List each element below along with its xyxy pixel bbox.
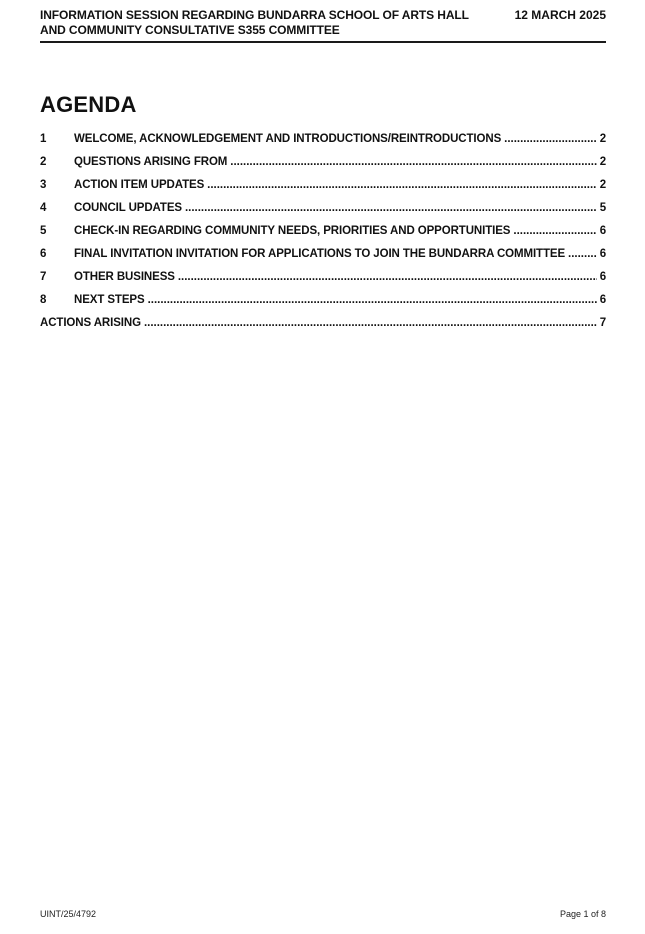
toc-entry-6[interactable]: [40, 248, 606, 271]
toc-dot-leader: [568, 248, 597, 260]
toc-number: 7: [40, 271, 47, 283]
table-of-contents: [40, 133, 606, 340]
header-title: INFORMATION SESSION REGARDING BUNDARRA SCHOOL OF ARTS HALL AND COMMUNITY CONSULTATIVE S355 COMMITTEE: [40, 8, 469, 37]
toc-page-number: 6: [599, 248, 606, 260]
toc-dot-leader: [148, 294, 597, 306]
toc-dot-leader: [207, 179, 597, 191]
toc-entry-3[interactable]: [40, 179, 606, 202]
toc-page-number: 6: [599, 271, 606, 283]
toc-entry-7[interactable]: [40, 271, 606, 294]
toc-number: 5: [40, 225, 47, 237]
toc-title: NEXT STEPS: [74, 294, 145, 306]
toc-page-number: 2: [599, 156, 606, 168]
toc-entry-5[interactable]: [40, 225, 606, 248]
toc-title: CHECK-IN REGARDING COMMUNITY NEEDS, PRIORITIES AND OPPORTUNITIES: [74, 225, 511, 237]
toc-entry-actions-arising[interactable]: [40, 317, 606, 340]
toc-dot-leader: [185, 202, 597, 214]
toc-entry-4[interactable]: [40, 202, 606, 225]
toc-entry-8[interactable]: [40, 294, 606, 317]
toc-page-number: 6: [599, 225, 606, 237]
toc-number: 1: [40, 133, 47, 145]
header-date: 12 MARCH 2025: [514, 8, 606, 22]
toc-dot-leader: [504, 133, 597, 145]
toc-dot-leader: [144, 317, 597, 329]
toc-dot-leader: [178, 271, 597, 283]
toc-title: QUESTIONS ARISING FROM: [74, 156, 228, 168]
toc-page-number: 6: [599, 294, 606, 306]
toc-title: FINAL INVITATION INVITATION FOR APPLICATIONS TO JOIN THE BUNDARRA COMMITTEE: [74, 248, 566, 260]
toc-entry-1[interactable]: [40, 133, 606, 156]
toc-number: 4: [40, 202, 47, 214]
document-reference: UINT/25/4792: [40, 909, 97, 919]
toc-number: 3: [40, 179, 47, 191]
toc-dot-leader: [230, 156, 596, 168]
toc-title: OTHER BUSINESS: [74, 271, 175, 283]
toc-title: ACTIONS ARISING: [40, 317, 141, 329]
toc-page-number: 5: [599, 202, 606, 214]
page-indicator: Page 1 of 8: [559, 909, 606, 919]
toc-title: WELCOME, ACKNOWLEDGEMENT AND INTRODUCTIONS/REINTRODUCTIONS: [74, 133, 502, 145]
toc-number: 2: [40, 156, 47, 168]
toc-title: COUNCIL UPDATES: [74, 202, 182, 214]
toc-page-number: 7: [599, 317, 606, 329]
toc-dot-leader: [513, 225, 596, 237]
toc-entry-2[interactable]: [40, 156, 606, 179]
toc-page-number: 2: [599, 133, 606, 145]
toc-page-number: 2: [599, 179, 606, 191]
page-header: [40, 8, 606, 43]
toc-title: ACTION ITEM UPDATES: [74, 179, 205, 191]
toc-number: 6: [40, 248, 47, 260]
toc-number: 8: [40, 294, 47, 306]
agenda-heading: AGENDA: [40, 92, 137, 117]
